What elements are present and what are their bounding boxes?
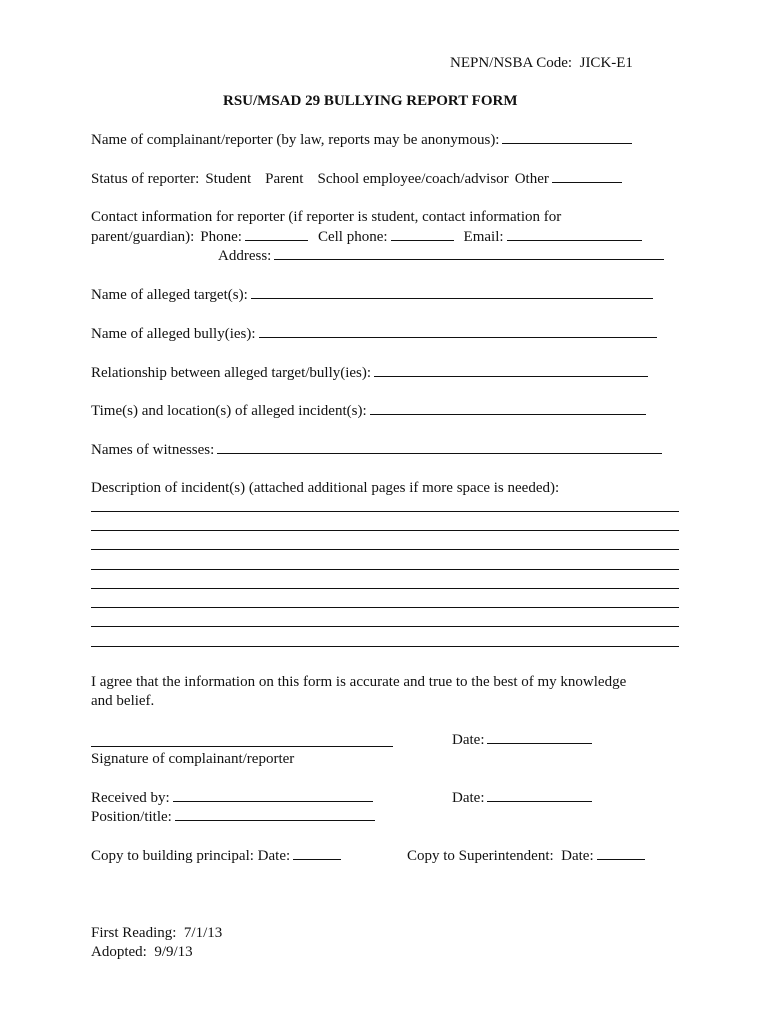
received-date-field[interactable] <box>487 789 592 802</box>
received-by-row <box>91 789 373 808</box>
time-location-label: Time(s) and location(s) of alleged incident(s): <box>91 403 367 419</box>
status-row <box>91 170 622 189</box>
relationship-field[interactable] <box>374 364 648 377</box>
received-by-label: Received by: <box>91 790 170 806</box>
time-location-row <box>91 402 646 421</box>
copy-principal-label: Copy to building principal: Date: <box>91 848 291 864</box>
signature-date-label: Date: <box>452 732 485 748</box>
position-field[interactable] <box>175 808 375 821</box>
received-by-field[interactable] <box>173 789 373 802</box>
target-row <box>91 286 653 305</box>
phone-label: Phone: <box>200 229 242 245</box>
copy-principal-row <box>91 847 341 866</box>
description-line[interactable] <box>91 549 679 550</box>
phone-field[interactable] <box>245 228 308 241</box>
position-row <box>91 808 375 827</box>
contact-prefix: parent/guardian): <box>91 229 195 245</box>
status-option-parent[interactable]: Parent <box>265 171 304 187</box>
witnesses-row <box>91 441 662 460</box>
time-location-field[interactable] <box>370 402 646 415</box>
agreement-line1: I agree that the information on this form is accurate and true to the best of my knowledge <box>91 674 627 690</box>
status-option-student[interactable]: Student <box>205 171 252 187</box>
description-label: Description of incident(s) (attached additional pages if more space is needed): <box>91 480 560 496</box>
copy-superintendent-date-field[interactable] <box>597 847 645 860</box>
description-line[interactable] <box>91 511 679 512</box>
description-line[interactable] <box>91 626 679 627</box>
witnesses-field[interactable] <box>217 441 662 454</box>
address-row <box>218 247 664 266</box>
description-line[interactable] <box>91 569 679 570</box>
email-field[interactable] <box>507 228 642 241</box>
complainant-label: Name of complainant/reporter (by law, reports may be anonymous): <box>91 132 500 148</box>
status-label: Status of reporter: <box>91 171 200 187</box>
relationship-label: Relationship between alleged target/bully(ies): <box>91 365 372 381</box>
agreement-line2: and belief. <box>91 693 155 709</box>
received-date-label: Date: <box>452 790 485 806</box>
bully-field[interactable] <box>259 325 657 338</box>
signature-date-field[interactable] <box>487 731 592 744</box>
contact-row <box>91 228 642 247</box>
target-label: Name of alleged target(s): <box>91 287 248 303</box>
copy-superintendent-row <box>407 847 645 866</box>
witnesses-label: Names of witnesses: <box>91 442 215 458</box>
signature-label: Signature of complainant/reporter <box>91 751 295 767</box>
position-label: Position/title: <box>91 809 172 825</box>
relationship-row <box>91 364 648 383</box>
status-option-employee[interactable]: School employee/coach/advisor <box>317 171 509 187</box>
description-line[interactable] <box>91 588 679 589</box>
bully-label: Name of alleged bully(ies): <box>91 326 256 342</box>
form-title: RSU/MSAD 29 BULLYING REPORT FORM <box>223 93 518 109</box>
description-line[interactable] <box>91 646 679 647</box>
complainant-field[interactable] <box>502 131 632 144</box>
bully-row <box>91 325 657 344</box>
address-label: Address: <box>218 248 272 264</box>
adopted-date: Adopted: 9/9/13 <box>91 944 193 960</box>
cell-phone-field[interactable] <box>391 228 454 241</box>
signature-field[interactable] <box>91 746 393 747</box>
received-date-row <box>452 789 592 808</box>
target-field[interactable] <box>251 286 653 299</box>
copy-principal-date-field[interactable] <box>293 847 341 860</box>
contact-line1: Contact information for reporter (if reporter is student, contact information for <box>91 209 562 225</box>
status-option-other[interactable]: Other <box>514 171 549 187</box>
description-line[interactable] <box>91 530 679 531</box>
description-line[interactable] <box>91 607 679 608</box>
copy-superintendent-label: Copy to Superintendent: Date: <box>407 848 594 864</box>
address-field[interactable] <box>274 247 664 260</box>
first-reading: First Reading: 7/1/13 <box>91 925 223 941</box>
status-other-field[interactable] <box>552 170 622 183</box>
complainant-row <box>91 131 632 150</box>
cell-phone-label: Cell phone: <box>317 229 388 245</box>
policy-code: NEPN/NSBA Code: JICK-E1 <box>450 55 633 71</box>
signature-date-row <box>452 731 592 750</box>
email-label: Email: <box>463 229 504 245</box>
